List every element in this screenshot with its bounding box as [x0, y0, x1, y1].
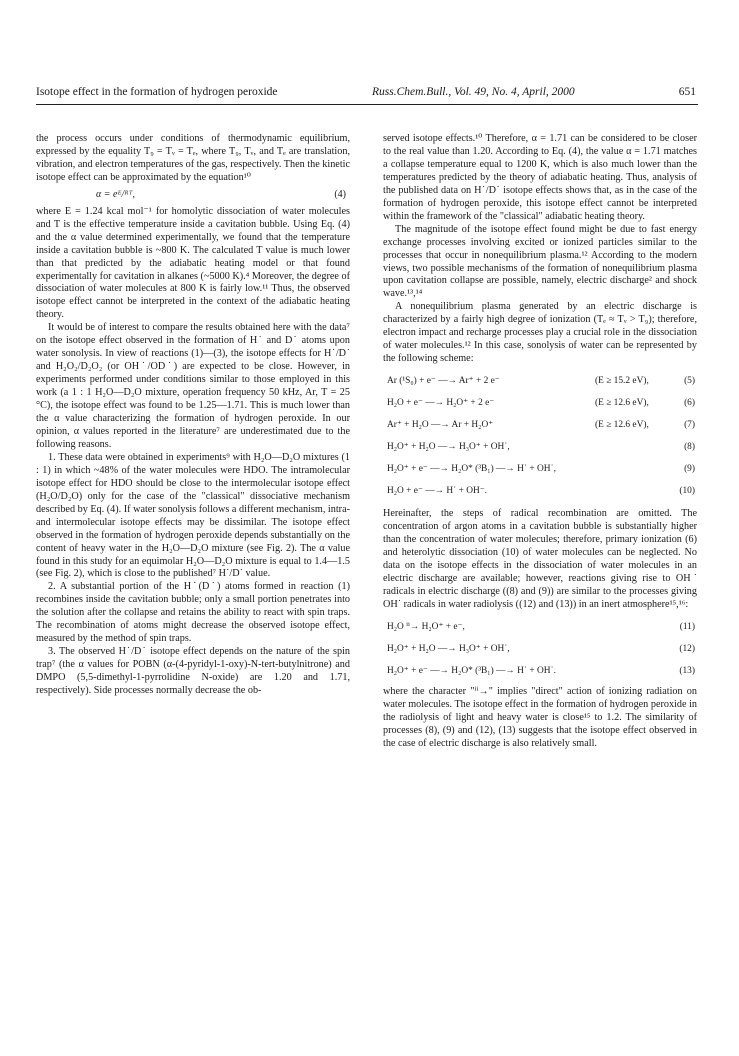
reaction-row [383, 458, 697, 480]
reaction-row [383, 660, 697, 682]
reaction-row [383, 638, 697, 660]
reaction-number: (7) [684, 420, 695, 431]
paragraph: Hereinafter, the steps of radical recombination are omitted. The concentration of argon atoms in a cavitation bubble is substantially higher than the concentration of water molecules; therefore, primary ionization (6) and heterolytic dissociation (10) of water molecules can be neglected. No data on the isotope effects in the dissociation of water molecules in an electric discharge are available; however, reactions giving rise to OH˙ radicals in electric discharge ((8) and (9)) are similar to the processes giving OH˙ radicals in water radiolysis ((12) and (13)) in an inert atmosphere¹⁵,¹⁶: [383, 508, 697, 610]
reaction-formula: H₂O + e⁻ —→ H₂O⁺ + 2 e⁻ [387, 398, 495, 409]
reaction-number: (11) [679, 621, 695, 632]
paragraph: where the character "ⁱⁱ→" implies "direct" action of ionizing radiation on water molecules. The isotope effect in the formation of hydrogen peroxide in the radiolysis of light and heavy water is close¹⁵ to 1.2. The similarity of processes (8), (9) and (12), (13) suggests that the isotope effect observed in the case of electric discharge is also relatively small. [383, 685, 697, 749]
reaction-formula: Ar⁺ + H₂O —→ Ar + H₂O⁺ [387, 420, 494, 431]
reaction-row [383, 370, 697, 392]
reaction-number: (10) [679, 486, 695, 497]
paragraph: served isotope effects.¹⁰ Therefore, α = 1.71 can be considered to be closer to the real value than 1.20. According to Eq. (4), the value α = 1.71 matches a collapse temperature equal to 1200 K, which is also much lower than the temperatures predicted by the theory of adiabatic heating. Thus, analysis of the published data on H˙/D˙ isotope effects shows that, as in the case of the formation of hydrogen peroxide, this isotope effect cannot be interpreted within the framework of the "classical" adiabatic heating theory. [383, 133, 697, 222]
reaction-formula: H₂O ⁱⁱ→ H₂O⁺ + e⁻, [387, 621, 465, 632]
running-header [36, 86, 696, 102]
left-column [36, 133, 350, 698]
equation-number: (4) [334, 188, 346, 200]
reaction-condition: (E ≥ 12.6 eV), [595, 398, 649, 409]
reaction-formula: Ar (¹S₀) + e⁻ —→ Ar⁺ + 2 e⁻ [387, 376, 500, 387]
page-number: 651 [678, 86, 696, 98]
journal-citation: Russ.Chem.Bull., Vol. 49, No. 4, April, 2000 [372, 86, 575, 98]
reaction-formula: H₂O⁺ + e⁻ —→ H₂O* (³B₁) —→ H˙ + OH˙, [387, 464, 557, 475]
reaction-formula: H₂O⁺ + H₂O —→ H₃O⁺ + OH˙, [387, 643, 510, 654]
paragraph: where E = 1.24 kcal mol⁻¹ for homolytic dissociation of water molecules and T is the effective temperature inside a cavitation bubble. Using Eq. (4) and the α value determined experimentally, we found that the temperature inside a cavitation bubble is ~800 K. The calculated T value is much lower than that predicted by the adiabatic heating model or that found experimentally for cavitation in alkanes (~5000 K).⁴ Moreover, the degree of dissociation of water molecules at 800 K is fairly low.¹¹ Thus, the observed isotope effect cannot be interpreted in the context of the adiabatic heating theory. [36, 205, 350, 321]
reaction-number: (8) [684, 442, 695, 453]
reaction-row [383, 436, 697, 458]
reaction-number: (12) [679, 643, 695, 654]
reaction-formula: H₂O + e⁻ —→ H˙ + OH⁻. [387, 486, 488, 497]
reaction-formula: H₂O⁺ + H₂O —→ H₃O⁺ + OH˙, [387, 442, 510, 453]
reaction-scheme-radiolysis [383, 616, 697, 682]
right-column [383, 133, 697, 751]
reaction-condition: (E ≥ 12.6 eV), [595, 420, 649, 431]
reaction-row [383, 616, 697, 638]
running-title: Isotope effect in the formation of hydrogen peroxide [36, 86, 278, 98]
reaction-row [383, 480, 697, 502]
reaction-row [383, 392, 697, 414]
equation-4 [36, 189, 350, 202]
reaction-number: (13) [679, 665, 695, 676]
reaction-formula: H₂O⁺ + e⁻ —→ H₂O* (³B₁) —→ H˙ + OH˙. [387, 665, 557, 676]
paragraph: A nonequilibrium plasma generated by an electric discharge is characterized by a fairly high degree of ionization (Tₑ ≈ Tᵥ > T₉); therefore, electron impact and recharge processes play a crucial role in the dissociation of water molecules.¹² In this case, sonolysis of water can be represented by the following scheme: [383, 301, 697, 365]
paragraph: 1. These data were obtained in experiments⁹ with H₂O—D₂O mixtures (1 : 1) in which ~48% of the water molecules were HDO. The intramolecular isotope effect for HDO should be close to the intermolecular isotope effect (H₂O/D₂O) only for the case of the "classical" dissociative mechanism described by Eq. (4). If water sonolysis follows a different mechanism, intra- and intermolecular isotope effects may be dissimilar. The isotope effect observed in the formation of hydrogen peroxide depends substantially on the content of heavy water in the H₂O—D₂O mixture (see Fig. 2). The α value found in this study for an equimolar H₂O—D₂O mixture is equal to 1.4—1.5 (see Fig. 2), which is close to the published⁷ H˙/D˙ value. [36, 451, 350, 580]
reaction-row [383, 414, 697, 436]
reaction-scheme-discharge [383, 370, 697, 502]
paragraph: The magnitude of the isotope effect found might be due to fast energy exchange processes involving excited or ionized particles similar to the processes that occur in nonequilibrium plasma.¹² According to the modern views, two possible mechanisms of the formation of nonequilibrium plasma upon cavitation collapse are possible, namely, electric discharge² and shock wave.¹³,¹⁴ [383, 223, 697, 300]
reaction-number: (9) [684, 464, 695, 475]
paragraph: It would be of interest to compare the results obtained here with the data⁷ on the isotope effect observed in the formation of H˙ and D˙ atoms upon water sonolysis. In view of reactions (1)—(3), the isotope effects for H˙/D˙ and H₂O₂/D₂O₂ (or OH˙/OD˙) are expected to be close. However, in experiments performed under conditions similar to those employed in this work (a 1 : 1 H₂O—D₂O mixture, operation frequency 50 kHz, Ar, T = 25 °C), the isotope effect was found to be 1.25—1.71. This is much lower than the α value characterizing the formation of hydrogen peroxide. In our opinion, α values reported in the literature⁷ are underestimated due to the following reasons. [36, 322, 350, 450]
reaction-number: (5) [684, 376, 695, 387]
reaction-number: (6) [684, 398, 695, 409]
equation-formula: α = eᴱ/ᴿᵀ, [96, 188, 135, 200]
reaction-condition: (E ≥ 15.2 eV), [595, 376, 649, 387]
paragraph: the process occurs under conditions of thermodynamic equilibrium, expressed by the equality T₉ = Tᵥ = Tₑ, where T₉, Tᵥ, and Tₑ are translation, vibration, and electron temperatures of the gas, respectively. Then the kinetic isotope effect can be approximated by the equation¹⁰ [36, 133, 350, 183]
header-rule [36, 104, 698, 105]
paragraph: 2. A substantial portion of the H˙(D˙) atoms formed in reaction (1) recombines inside the cavitation bubble; only a small portion penetrates into the solution after the collapse and retains the ability to react with spin traps. The recombination of atoms might decrease the observed isotope effect, measured by the method of spin traps. [36, 581, 350, 645]
paragraph: 3. The observed H˙/D˙ isotope effect depends on the nature of the spin trap⁷ (the α values for POBN (α-(4-pyridyl-1-oxy)-N-tert-butylnitrone) and DMPO (5,5-dimethyl-1-pyrrolidine N-oxide) are 1.20 and 1.71, respectively). Side processes normally decrease the ob- [36, 646, 350, 697]
